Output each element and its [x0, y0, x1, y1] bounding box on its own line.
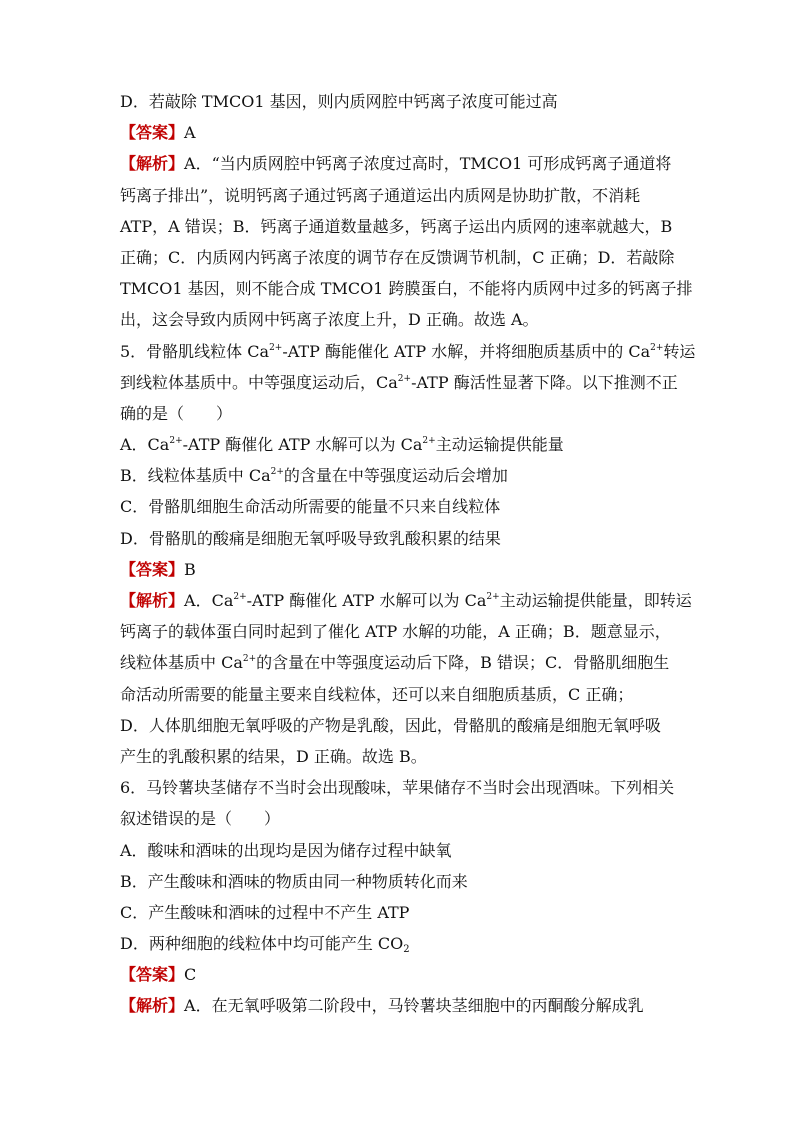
prev-analysis-line: 出，这会导致内质网中钙离子浓度上升，D 正确。故选 A。 — [120, 310, 539, 330]
q5-analysis-line: 命活动所需要的能量主要来自线粒体，还可以来自细胞质基质，C 正确； — [120, 684, 634, 704]
q5-analysis-line: 线粒体基质中 $Ca^{2+}$的含量在中等强度运动后下降，B 错误；C．骨骼肌细胞生 — [120, 653, 670, 673]
prev-analysis-line: TMCO1 基因，则不能合成 TMCO1 跨膜蛋白，不能将内质网中过多的钙离子排 — [120, 279, 693, 299]
q5-stem-line: 到线粒体基质中。中等强度运动后，$Ca^{2+}$-ATP 酶活性显著下降。以下推测不正 — [120, 372, 678, 392]
q6-option-c: C．产生酸味和酒味的过程中不产生 ATP — [120, 902, 410, 922]
q6-option-d: D．两种细胞的线粒体中均可能产生 $CO_2$ — [120, 934, 410, 956]
prev-analysis-line: ATP，A 错误；B．钙离子通道数量越多，钙离子运出内质网的速率就越大，B — [120, 216, 673, 236]
answer-tag: 【答案】 — [120, 965, 185, 985]
q5-option-d: D．骨骼肌的酸痛是细胞无氧呼吸导致乳酸积累的结果 — [120, 528, 501, 548]
q5-option-a: A．$Ca^{2+}$-ATP 酶催化 ATP 水解可以为 $Ca^{2+}$主动运输提供能量 — [120, 435, 564, 455]
q5-stem-line: 5．骨骼肌线粒体 $Ca^{2+}$-ATP 酶能催化 ATP 水解，并将细胞质基质中的 $Ca^{2+}$转运 — [120, 341, 696, 361]
prev-analysis-line: 钙离子排出”，说明钙离子通过钙离子通道运出内质网是协助扩散，不消耗 — [120, 185, 641, 205]
page-content — [120, 86, 696, 1022]
q5-stem-line: 确的是（ ） — [120, 403, 233, 423]
q5-analysis-line: 产生的乳酸积累的结果，D 正确。故选 B。 — [120, 746, 427, 766]
q6-answer — [120, 959, 680, 990]
prev-option-d: D．若敲除 TMCO1 基因，则内质网腔中钙离子浓度可能过高 — [120, 92, 558, 111]
answer-tag: 【答案】 — [120, 123, 185, 143]
q6-stem-line: 叙述错误的是（ ） — [120, 809, 281, 829]
q6-option-b: B．产生酸味和酒味的物质由同一种物质转化而来 — [120, 871, 468, 891]
q5-option-b: B．线粒体基质中 $Ca^{2+}$的含量在中等强度运动后会增加 — [120, 466, 508, 486]
analysis-tag: 【解析】 — [120, 591, 185, 610]
analysis-tag: 【解析】 — [120, 996, 185, 1016]
analysis-tag: 【解析】 — [120, 154, 185, 174]
answer-value: B — [184, 559, 196, 579]
prev-analysis-line: 正确；C．内质网内钙离子浓度的调节存在反馈调节机制，C 正确；D．若敲除 — [120, 247, 675, 267]
q5-analysis-line: 【解析】A．$Ca^{2+}$-ATP 酶催化 ATP 水解可以为 $Ca^{2+}$主动运输提供能量，即转运 — [120, 591, 692, 610]
answer-value: C — [184, 965, 197, 985]
q6-analysis-line: 【解析】A．在无氧呼吸第二阶段中，马铃薯块茎细胞中的丙酮酸分解成乳 — [120, 996, 644, 1016]
answer-value: A — [184, 123, 196, 143]
q6-option-a: A．酸味和酒味的出现均是因为储存过程中缺氧 — [120, 840, 452, 860]
q5-analysis-line: 钙离子的载体蛋白同时起到了催化 ATP 水解的功能，A 正确；B．题意显示， — [120, 622, 671, 642]
answer-tag: 【答案】 — [120, 559, 185, 579]
q5-option-c: C．骨骼肌细胞生命活动所需要的能量不只来自线粒体 — [120, 497, 501, 517]
q6-stem-line: 6．马铃薯块茎储存不当时会出现酸味，苹果储存不当时会出现酒味。下列相关 — [120, 778, 675, 798]
prev-answer — [120, 117, 680, 148]
q5-analysis-line: D．人体肌细胞无氧呼吸的产物是乳酸，因此，骨骼肌的酸痛是细胞无氧呼吸 — [120, 715, 661, 735]
prev-analysis-line: 【解析】A．“当内质网腔中钙离子浓度过高时，TMCO1 可形成钙离子通道将 — [120, 154, 672, 174]
q5-answer — [120, 554, 680, 585]
